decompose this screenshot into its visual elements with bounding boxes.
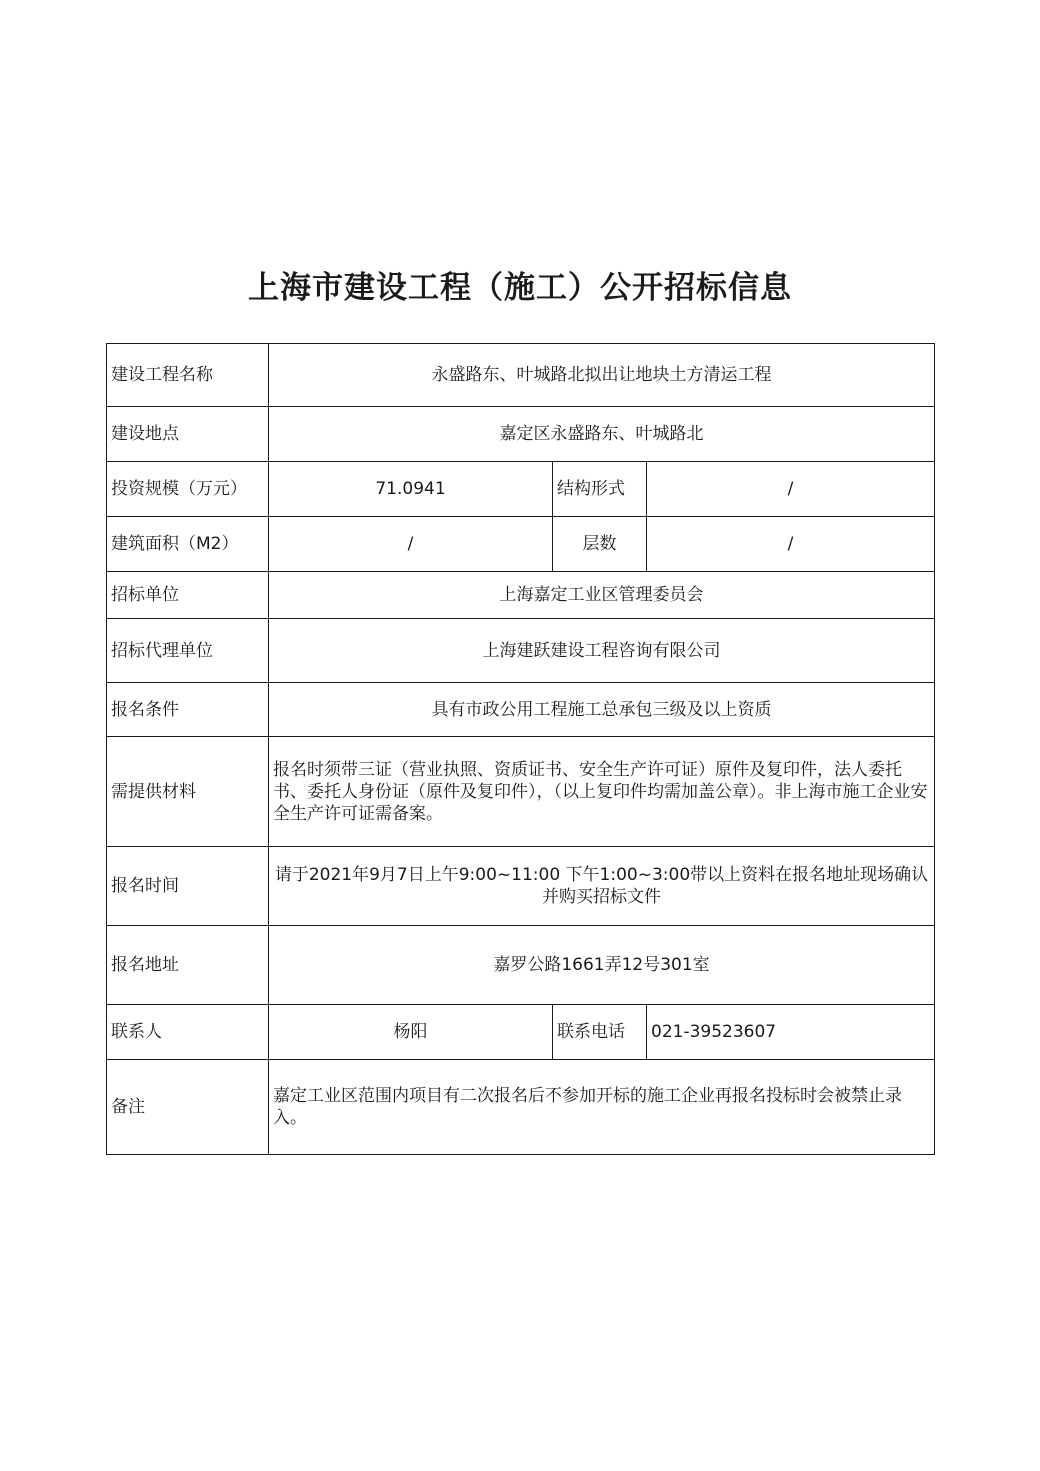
floors-label: 层数 [553, 517, 647, 572]
table-row-materials [107, 737, 935, 847]
conditions-value: 具有市政公用工程施工总承包三级及以上资质 [269, 683, 935, 737]
floor-area-label: 建筑面积（M2） [107, 517, 269, 572]
table-row-conditions [107, 683, 935, 737]
table-row-contact [107, 1005, 935, 1060]
structure-label: 结构形式 [553, 462, 647, 517]
materials-value: 报名时须带三证（营业执照、资质证书、安全生产许可证）原件及复印件，法人委托书、委托人身份证（原件及复印件），（以上复印件均需加盖公章）。非上海市施工企业安全生产许可证需备案。 [269, 737, 935, 847]
contact-value: 杨阳 [269, 1005, 553, 1060]
table-row-location [107, 407, 935, 462]
location-label: 建设地点 [107, 407, 269, 462]
remarks-value: 嘉定工业区范围内项目有二次报名后不参加开标的施工企业再报名投标时会被禁止录入。 [269, 1060, 935, 1155]
tenderer-label: 招标单位 [107, 572, 269, 619]
table-row-remarks [107, 1060, 935, 1155]
table-row-reg-address [107, 926, 935, 1005]
page-title: 上海市建设工程（施工）公开招标信息 [248, 270, 792, 306]
remarks-label: 备注 [107, 1060, 269, 1155]
agent-value: 上海建跃建设工程咨询有限公司 [269, 619, 935, 683]
agent-label: 招标代理单位 [107, 619, 269, 683]
location-value: 嘉定区永盛路东、叶城路北 [269, 407, 935, 462]
tender-info-table [106, 343, 935, 1155]
reg-time-value: 请于2021年9月7日上午9:00~11:00 下午1:00~3:00带以上资料在报名地址现场确认并购买招标文件 [269, 847, 935, 926]
table-row-project-name [107, 344, 935, 407]
investment-label: 投资规模（万元） [107, 462, 269, 517]
table-row-investment [107, 462, 935, 517]
table-row-agent [107, 619, 935, 683]
tenderer-value: 上海嘉定工业区管理委员会 [269, 572, 935, 619]
reg-address-label: 报名地址 [107, 926, 269, 1005]
table-row-reg-time [107, 847, 935, 926]
reg-address-value: 嘉罗公路1661弄12号301室 [269, 926, 935, 1005]
reg-time-label: 报名时间 [107, 847, 269, 926]
project-name-value: 永盛路东、叶城路北拟出让地块土方清运工程 [269, 344, 935, 407]
investment-value: 71.0941 [269, 462, 553, 517]
conditions-label: 报名条件 [107, 683, 269, 737]
floor-area-value: / [269, 517, 553, 572]
phone-value: 021-39523607 [647, 1005, 935, 1060]
table-row-floor-area [107, 517, 935, 572]
table-row-tenderer [107, 572, 935, 619]
contact-label: 联系人 [107, 1005, 269, 1060]
structure-value: / [647, 462, 935, 517]
phone-label: 联系电话 [553, 1005, 647, 1060]
materials-label: 需提供材料 [107, 737, 269, 847]
project-name-label: 建设工程名称 [107, 344, 269, 407]
floors-value: / [647, 517, 935, 572]
